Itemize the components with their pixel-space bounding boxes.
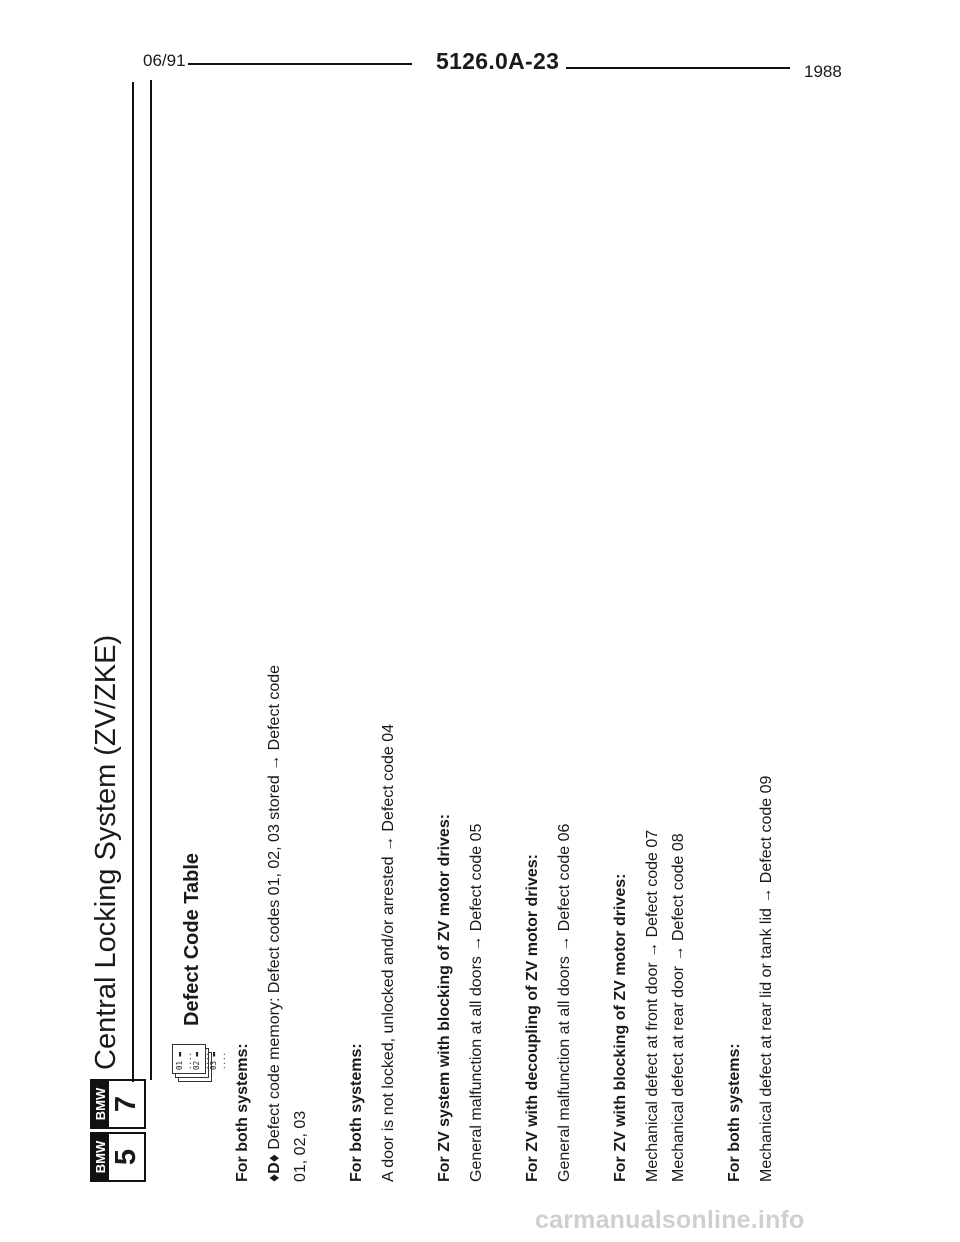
section-line: General malfunction at all doors → Defect code 05 (468, 823, 485, 1182)
logo-brand: BMW (92, 1081, 109, 1127)
logo-brand: BMW (92, 1134, 109, 1180)
section-line: Defect code memory: Defect codes 01, 02, 03 stored → Defect code (266, 664, 283, 1150)
section-heading: For ZV with blocking of ZV motor drives: (612, 873, 629, 1182)
model-year: 1988 (804, 62, 842, 81)
header-rule-right (566, 67, 790, 69)
section-line: General malfunction at all doors → Defect code 06 (556, 823, 573, 1182)
document-code: 5126.0A-23 (436, 48, 560, 74)
section-text (262, 132, 288, 1182)
section-line: A door is not locked, unlocked and/or arrested → Defect code 04 (380, 723, 397, 1182)
logo-number: 7 (110, 1095, 142, 1113)
defect-table-title: Defect Code Table (180, 853, 203, 1026)
icon-line: 01 ▬ .... (175, 1051, 193, 1070)
header-rule-left (188, 63, 412, 65)
system-title: Central Locking System (ZV/ZKE) (90, 634, 122, 1070)
title-rule (132, 82, 134, 1082)
section-line: Mechanical defect at rear lid or tank lid → Defect code 09 (758, 775, 775, 1182)
defect-list (230, 132, 780, 1182)
section-heading: For both systems: (234, 1043, 251, 1182)
d-marker: ♦D♦ (266, 1154, 283, 1182)
section-heading: For ZV system with blocking of ZV motor drives: (436, 813, 453, 1182)
defect-table-heading (172, 853, 227, 1082)
section-heading: For ZV with decoupling of ZV motor drives: (524, 854, 541, 1182)
model-logos (90, 1079, 146, 1182)
rotated-content (80, 82, 880, 1182)
watermark: carmanualsonline.info (535, 1206, 805, 1234)
issue-date: 06/91 (143, 51, 186, 70)
icon-line: 02 ▬ .... (192, 1051, 210, 1070)
page-header (0, 0, 960, 90)
document-stack-icon (172, 1036, 227, 1082)
icon-line: 03 ▬ .... (209, 1051, 227, 1070)
logo-number: 5 (110, 1148, 142, 1166)
section-heading: For both systems: (348, 1043, 365, 1182)
section-heading: For both systems: (726, 1043, 743, 1182)
bmw-5-logo (90, 1132, 146, 1182)
section-line: Mechanical defect at rear door → Defect code 08 (670, 833, 687, 1182)
section-line: Mechanical defect at front door → Defect code 07 (644, 829, 661, 1182)
bmw-7-logo (90, 1079, 146, 1129)
section-line: 01, 02, 03 (292, 1110, 309, 1182)
